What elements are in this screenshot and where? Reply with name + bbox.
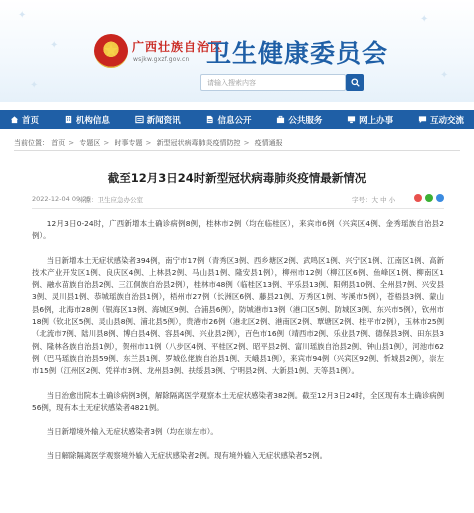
breadcrumb-link[interactable]: 专题区 <box>79 139 101 147</box>
breadcrumb-separator: > <box>103 139 110 147</box>
nav-label: 公共服务 <box>288 115 323 126</box>
site-title[interactable]: 卫生健康委员会 <box>206 39 389 68</box>
nav-item-info-disclosure[interactable] <box>205 114 251 126</box>
qq-share-icon[interactable] <box>436 194 444 202</box>
article-paragraph: 当日新增境外输入无症状感染者3例（均在崇左市）。 <box>46 427 218 437</box>
breadcrumb-link[interactable]: 新型冠状病毒肺炎疫情防控 <box>156 139 241 147</box>
breadcrumb-prefix: 当前位置： <box>14 139 49 147</box>
nav-item-online-service[interactable] <box>347 114 393 126</box>
home-icon <box>10 115 19 124</box>
decor-star: ✦ <box>18 10 27 21</box>
document-icon <box>205 115 214 124</box>
breadcrumb-separator: > <box>68 139 75 147</box>
breadcrumb-link[interactable]: 疫情通报 <box>254 139 283 147</box>
breadcrumb-link[interactable]: 时事专题 <box>114 139 143 147</box>
news-icon <box>135 115 144 124</box>
article-title: 截至12月3日24时新型冠状病毒肺炎疫情最新情况 <box>107 171 367 185</box>
nav-item-news[interactable] <box>135 114 181 126</box>
article-source: 来源：卫生应急办公室 <box>78 196 143 204</box>
article-paragraph: 当日解除隔离医学观察境外输入无症状感染者2例。现有境外输入无症状感染者52例。 <box>46 451 327 461</box>
search-button[interactable] <box>346 74 364 91</box>
article-body <box>32 218 444 475</box>
breadcrumb <box>14 138 283 148</box>
nav-label: 新闻资讯 <box>146 115 181 126</box>
article-meta <box>32 195 444 207</box>
publish-date: 2022-12-04 09:25 <box>32 195 91 203</box>
nav-label: 信息公开 <box>217 115 252 126</box>
divider <box>14 150 460 151</box>
site-header <box>0 0 474 102</box>
service-icon <box>276 115 285 124</box>
national-emblem-icon[interactable] <box>94 34 128 68</box>
decor-star: ✦ <box>420 14 429 25</box>
article-paragraph: 12月3日0-24时，广西新增本土确诊病例8例，桂林市2例（均在临桂区），来宾市6例（兴宾区4例、金秀瑶族自治县2例）。 <box>32 219 444 241</box>
decor-star: ✦ <box>440 70 449 81</box>
decor-star: ✦ <box>30 80 39 91</box>
nav-item-public-service[interactable] <box>276 114 322 126</box>
divider <box>32 208 444 209</box>
region-name: 广西壮族自治区 <box>132 40 224 54</box>
search-icon <box>351 78 360 87</box>
article-paragraph: 当日治愈出院本土确诊病例3例，解除隔离医学观察本土无症状感染者382例。截至12月3日24时，全区现有本土确诊病例56例，现有本土无症状感染者4821例。 <box>32 390 444 412</box>
breadcrumb-link[interactable]: 首页 <box>51 139 66 147</box>
nav-item-org-info[interactable] <box>64 114 110 126</box>
decor-star: ✦ <box>50 40 59 51</box>
breadcrumb-separator: > <box>243 139 250 147</box>
building-icon <box>64 115 73 124</box>
nav-item-interaction[interactable] <box>418 114 464 126</box>
main-nav <box>0 110 474 129</box>
breadcrumb-separator: > <box>145 139 152 147</box>
nav-label: 网上办事 <box>359 115 394 126</box>
nav-label: 互动交流 <box>429 115 464 126</box>
wechat-share-icon[interactable] <box>425 194 433 202</box>
weibo-share-icon[interactable] <box>414 194 422 202</box>
computer-icon <box>347 115 356 124</box>
site-domain: wsjkw.gxzf.gov.cn <box>133 56 190 63</box>
share-buttons <box>414 194 444 202</box>
font-size-switcher[interactable]: 字号：大 中 小 <box>352 196 396 204</box>
nav-label: 机构信息 <box>75 115 110 126</box>
nav-item-home[interactable] <box>10 114 39 126</box>
chat-icon <box>418 115 427 124</box>
article-paragraph: 当日新增本土无症状感染者394例，南宁市17例（青秀区3例、西乡塘区2例、武鸣区1例、兴宁区1例、江南区1例、高新技术产业开发区1例、良庆区4例、上林县2例、马山县1例、隆安县1例），柳州市12例（柳江区6例、鱼峰区1例、柳南区1例、融水苗族自治县2例、三江侗族自治县2例），桂林市48例（临桂区13例、平乐县13例、阳朔县10例、全州县7例、兴安县3例、灵川县1例、恭城瑶族自治县1例），梧州市27例（长洲区6例、藤县21例、万秀区1例、岑溪市5例），苍梧县3例、蒙山县6例，北海市28例（银海区13例、海城区9例、合浦县6例），防城港市13例（港口区5例、防城区3例、东兴市5例），钦州市18例（钦北区5例、灵山县8例、浦北县5例），贵港市26例（港北区2例、港南区2例、覃塘区2例、桂平市2例），玉林市25例（北流市7例、陆川县8例、博白县4例、容县4例、兴业县2例），百色市16例（靖西市2例、乐业县7例、德保县3例、田东县3例、隆林各族自治县1例），贺州市11例（八步区4例、平桂区2例、昭平县2例、富川瑶族自治县2例、钟山县1例），河池市62例（巴马瑶族自治县59例、东兰县1例、罗城仫佬族自治县1例、天峨县1例），来宾市94例（兴宾区92例、忻城县2例），崇左市15例（江州区2例、凭祥市3例、龙州县3例、扶绥县3例、宁明县2例、大新县1例、天等县1例）。 <box>32 255 444 376</box>
search-input[interactable]: 请输入搜索内容 <box>200 74 346 91</box>
nav-label: 首页 <box>22 115 40 126</box>
